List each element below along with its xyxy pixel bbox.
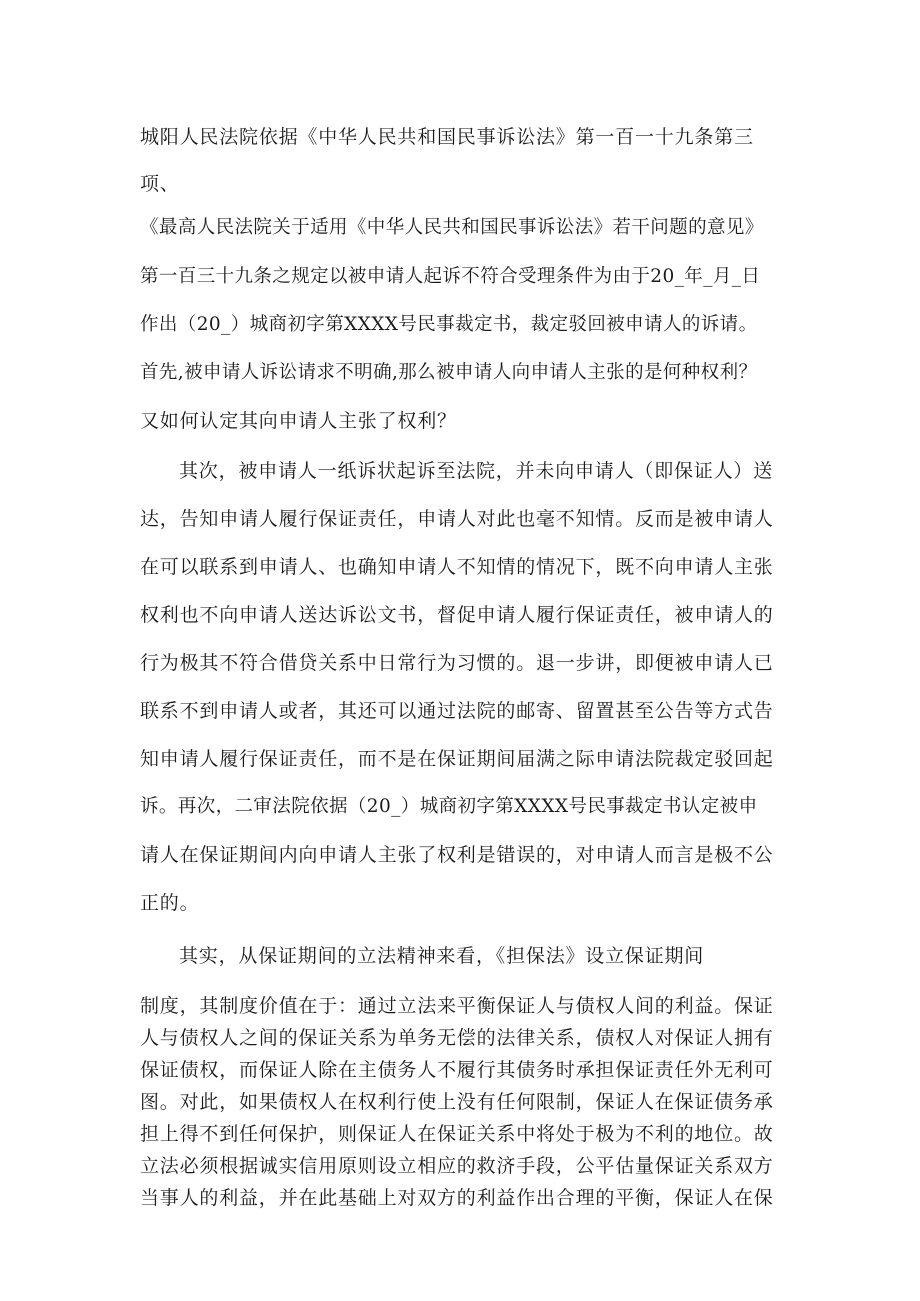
text-line: 正的。 (140, 892, 200, 914)
text-line: 联系不到申请人或者，其还可以通过法院的邮寄、留置甚至公告等方式告 (140, 700, 774, 722)
text-line: 人与债权人之间的保证关系为单务无偿的法律关系，债权人对保证人拥有 (140, 1027, 774, 1049)
text-line: 当事人的利益，并在此基础上对双方的利益作出合理的平衡，保证人在保 (140, 1187, 774, 1209)
text-line: 首先,被申请人诉讼请求不明确,那么被申请人向申请人主张的是何种权利？ (140, 362, 758, 383)
text-line: 担上得不到任何保护，则保证人在保证关系中将处于极为不利的地位。故 (140, 1123, 774, 1145)
text-line: 其实，从保证期间的立法精神来看，《担保法》设立保证期间 (179, 945, 705, 967)
text-line: 在可以联系到申请人、也确知申请人不知情的情况下，既不向申请人主张 (140, 556, 774, 578)
text-line: 请人在保证期间内向申请人主张了权利是错误的，对申请人而言是极不公 (140, 844, 774, 866)
text-line: 立法必须根据诚实信用原则设立相应的救济手段，公平估量保证关系双方 (140, 1155, 774, 1177)
text-line: 制度，其制度价值在于：通过立法来平衡保证人与债权人间的利益。保证 (140, 995, 774, 1017)
text-line: 诉。再次，二审法院依据（20_）城商初字第XXXX号民事裁定书认定被申 (140, 796, 758, 817)
text-line: 项、 (140, 173, 180, 195)
text-line: 权利也不向申请人送达诉讼文书，督促申请人履行保证责任，被申请人的 (140, 604, 774, 626)
text-line: 第一百三十九条之规定以被申请人起诉不符合受理条件为由于20_年_月_日 (140, 266, 761, 287)
text-line: 其次，被申请人一纸诉状起诉至法院，并未向申请人（即保证人）送 (179, 460, 774, 482)
text-line: 作出（20_）城商初字第XXXX号民事裁定书，裁定驳回被申请人的诉请。 (140, 314, 758, 335)
text-line: 保证债权，而保证人除在主债务人不履行其债务时承担保证责任外无利可 (140, 1059, 774, 1081)
text-line: 城阳人民法院依据《中华人民共和国民事诉讼法》第一百一十九条第三 (140, 126, 754, 148)
text-line: 行为极其不符合借贷关系中日常行为习惯的。退一步讲，即便被申请人已 (140, 652, 774, 674)
text-line: 达，告知申请人履行保证责任，申请人对此也毫不知情。反而是被申请人 (140, 508, 774, 530)
text-line: 又如何认定其向申请人主张了权利？ (140, 410, 457, 432)
text-line: 图。对此，如果债权人在权利行使上没有任何限制，保证人在保证债务承 (140, 1091, 774, 1113)
text-line: 知申请人履行保证责任，而不是在保证期间届满之际申请法院裁定驳回起 (140, 748, 774, 770)
text-line: 《最高人民法院关于适用《中华人民共和国民事诉讼法》若干问题的意见》 (140, 217, 764, 238)
